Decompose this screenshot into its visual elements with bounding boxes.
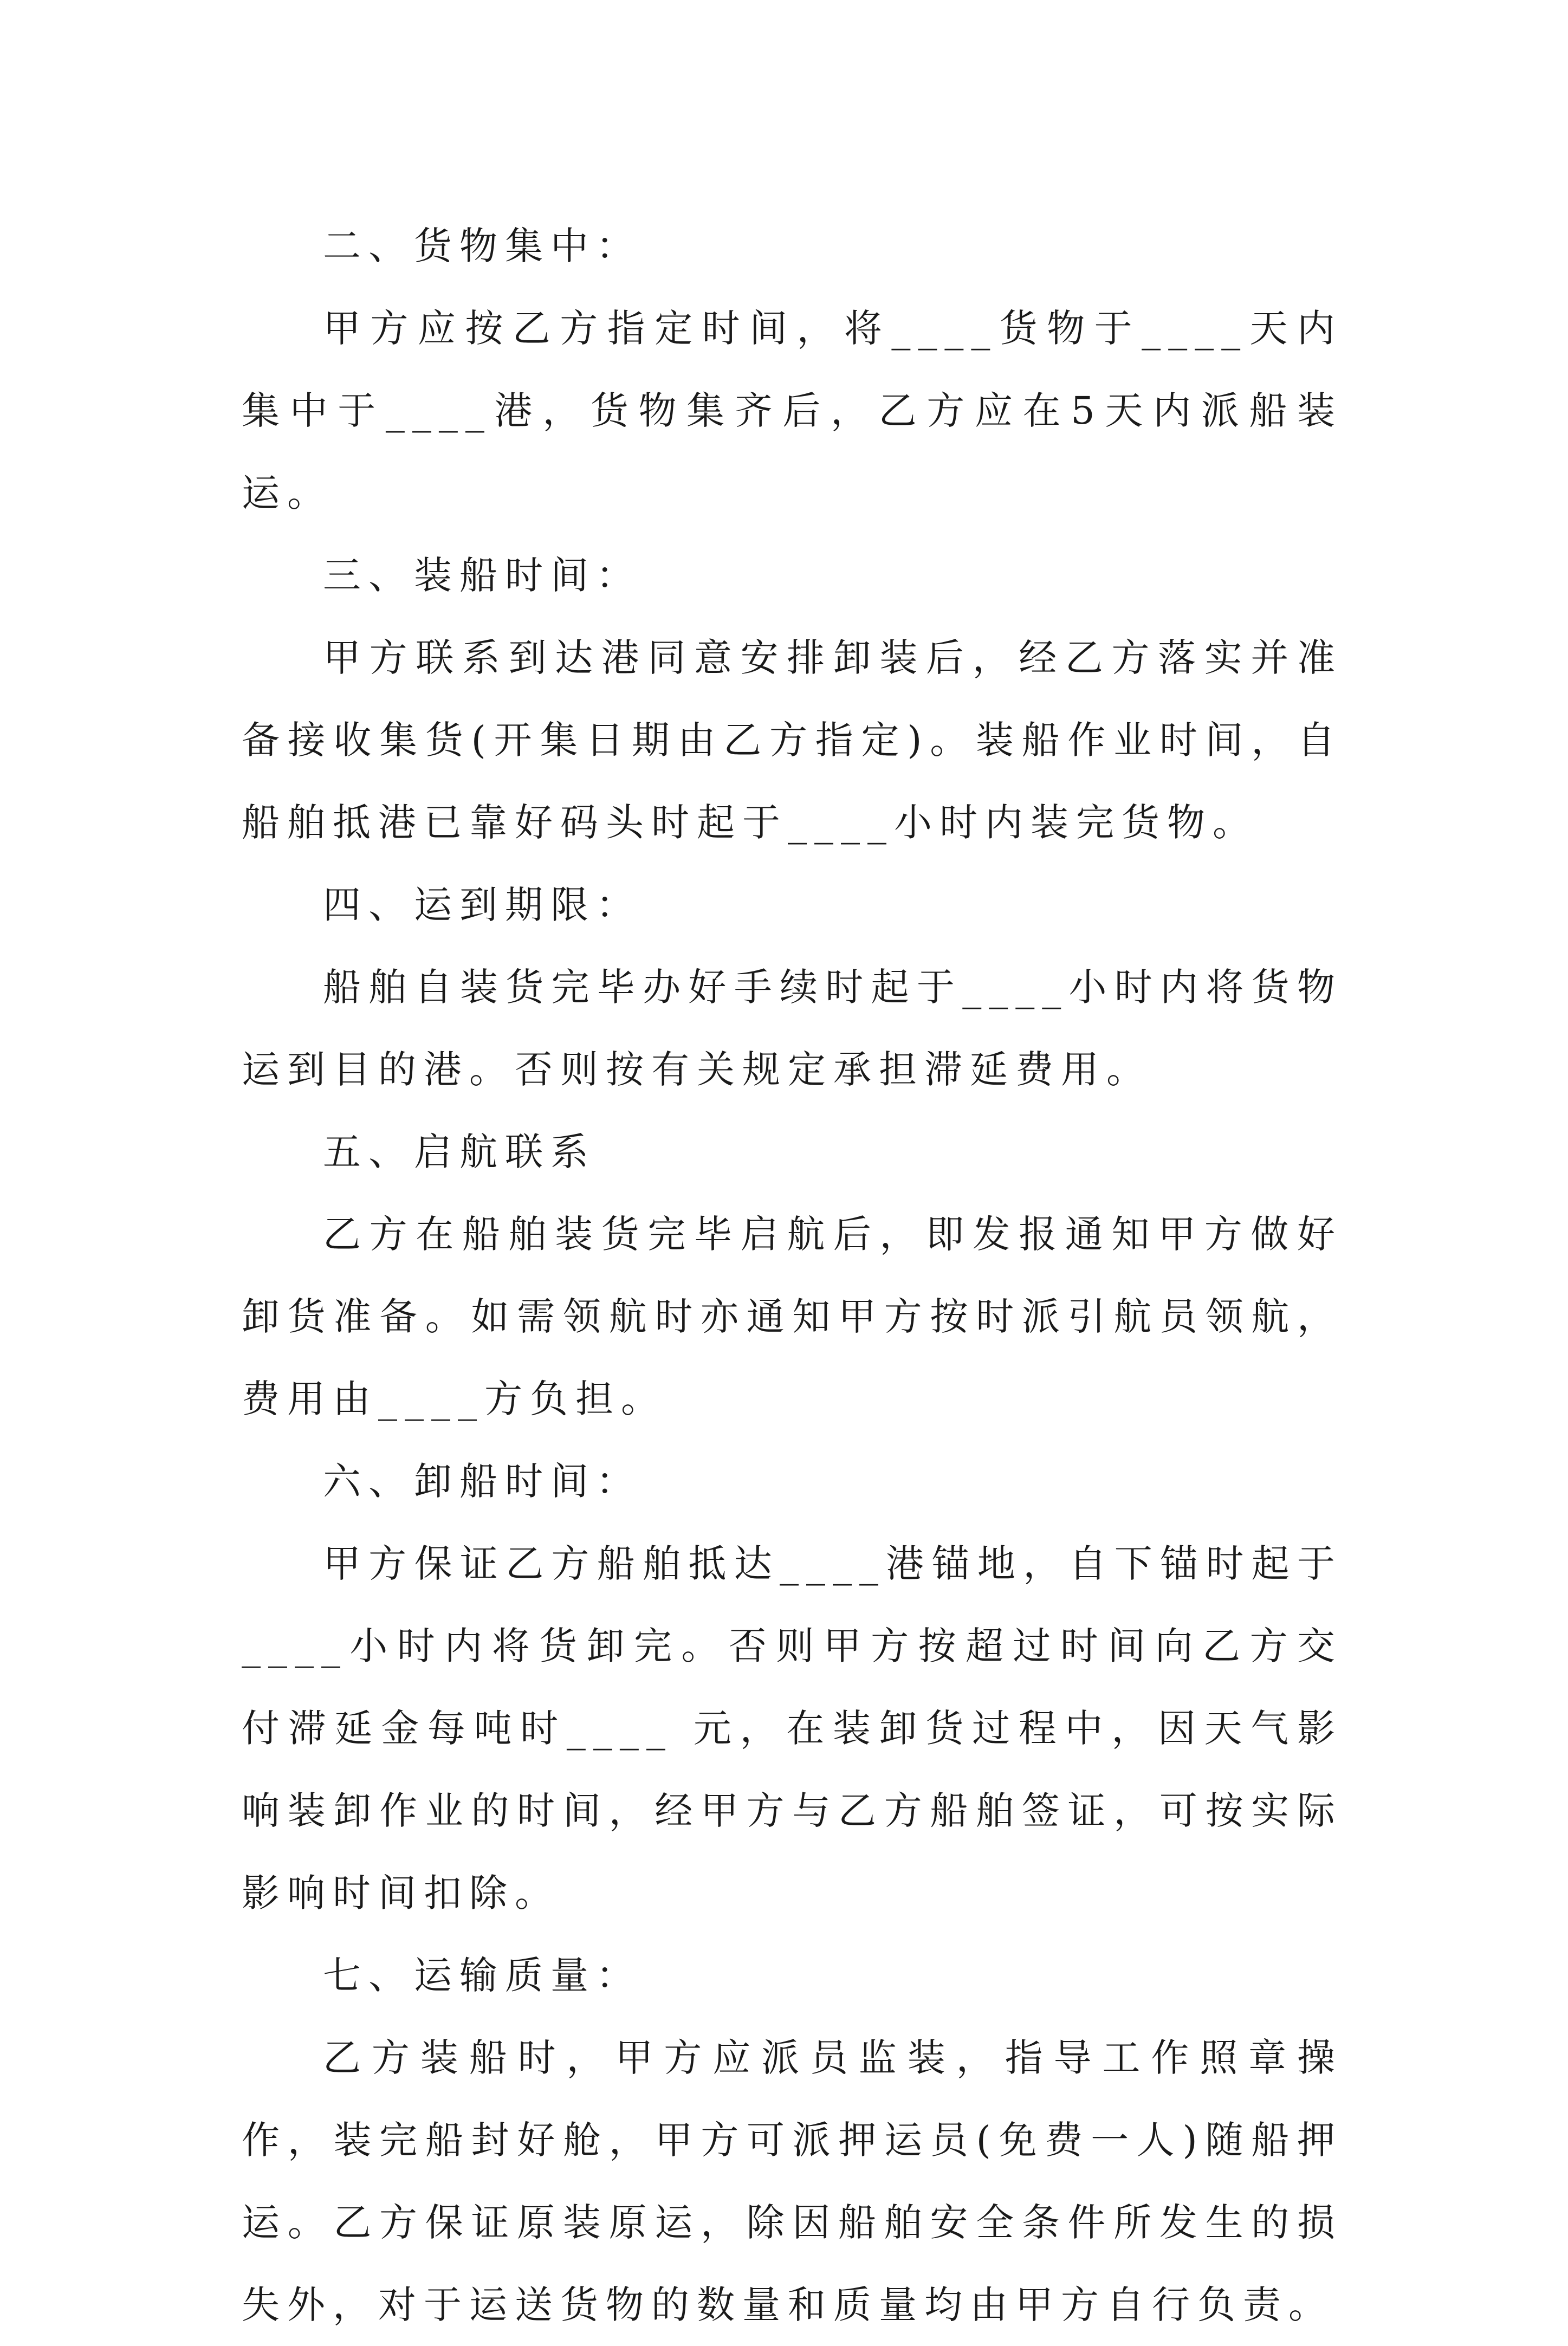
section-heading: 七、运输质量： [323,1953,642,1998]
section-heading: 二、货物集中： [323,224,642,268]
section-paragraph: 乙方在船舶装货完毕启航后，即发报通知甲方做好卸货准备。如需领航时亦通知甲方按时派引航员领航，费用由____方负担。 [242,1212,1343,1421]
document-body [242,205,1343,2346]
section-heading: 三、装船时间： [323,553,642,598]
section-paragraph: 甲方保证乙方船舶抵达____港锚地，自下锚时起于____小时内将货卸完。否则甲方按超过时间向乙方交付滞延金每吨时____ 元，在装卸货过程中，因天气影响装卸作业的时间，经甲方与乙方船舶签证，可按实际影响时间扣除。 [242,1541,1343,1915]
section-paragraph: 甲方联系到达港同意安排卸装后，经乙方落实并准备接收集货(开集日期由乙方指定)。装船作业时间，自船舶抵港已靠好码头时起于____小时内装完货物。 [242,636,1343,845]
section-heading: 五、启航联系 [323,1130,596,1174]
section-paragraph: 甲方应按乙方指定时间，将____货物于____天内集中于____港，货物集齐后，乙方应在5天内派船装运。 [242,306,1343,515]
section-paragraph: 船舶自装货完毕办好手续时起于____小时内将货物运到目的港。否则按有关规定承担滞延费用。 [242,965,1343,1092]
section-loading-time [242,534,1343,864]
section-paragraph: 乙方装船时，甲方应派员监装，指导工作照章操作，装完船封好舱，甲方可派押运员(免费一人)随船押运。乙方保证原装原运，除因船舶安全条件所发生的损失外，对于运送货物的数量和质量均由甲方自行负责。 [242,2036,1343,2327]
section-transport-quality [242,1934,1343,2346]
section-departure-contact [242,1111,1343,1440]
section-heading: 四、运到期限： [323,883,642,927]
section-goods-collection [242,205,1343,534]
section-unloading-time [242,1440,1343,1934]
section-heading: 六、卸船时间： [323,1459,642,1503]
section-delivery-deadline [242,864,1343,1111]
